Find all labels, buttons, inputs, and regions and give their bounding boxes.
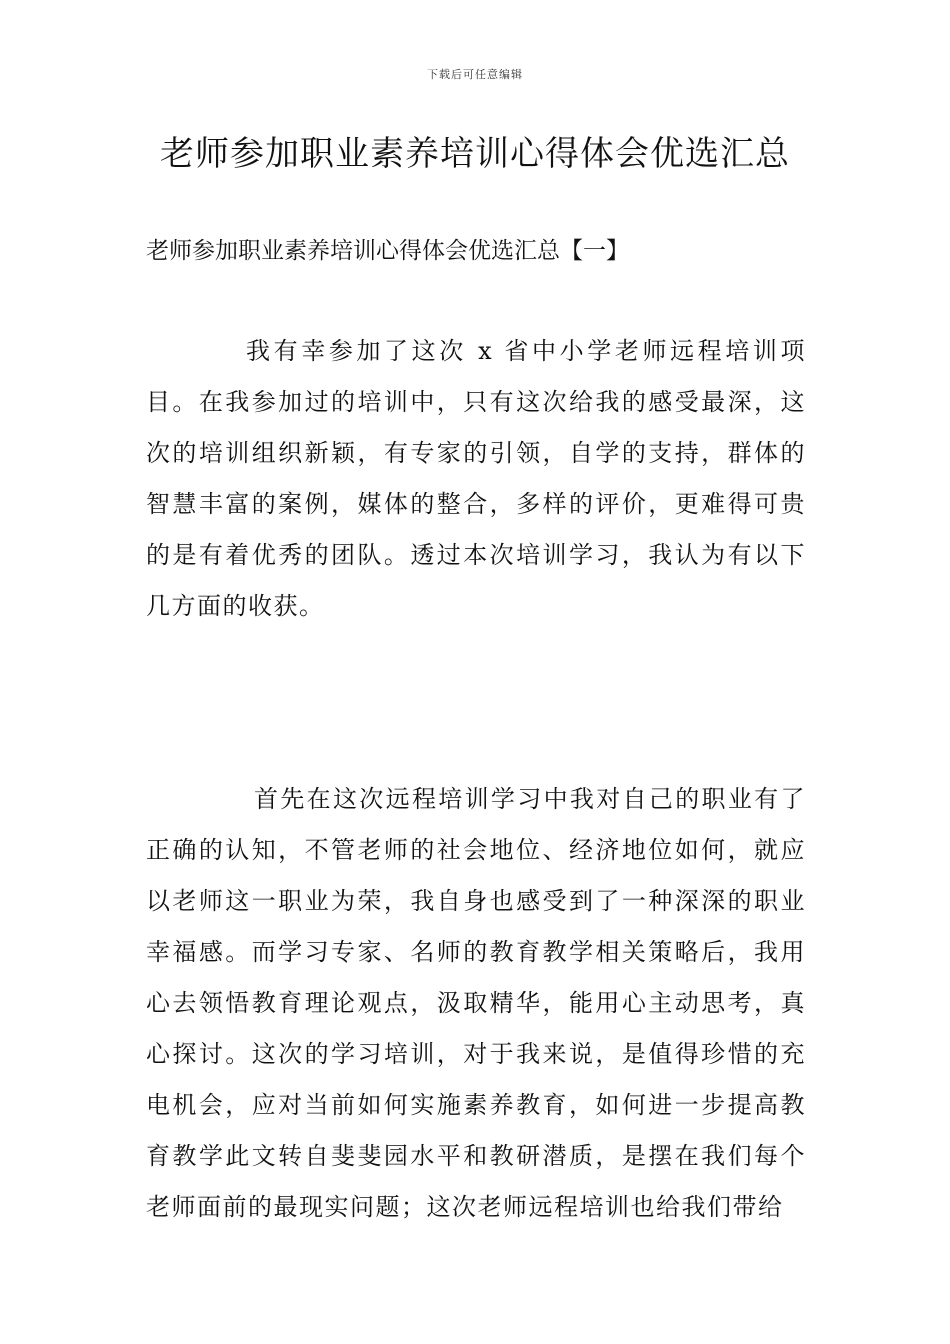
document-title: 老师参加职业素养培训心得体会优选汇总 (160, 134, 790, 174)
header-note: 下载后可任意编辑 (427, 68, 523, 81)
body-paragraph: 我有幸参加了这次 x 省中小学老师远程培训项目。在我参加过的培训中，只有这次给我的感受最深，这次的培训组织新颖，有专家的引领，自学的支持，群体的智慧丰富的案例，媒体的整合，多样的评价，更难得可贵的是有着优秀的团队。透过本次培训学习，我认为有以下几方面的收获。 (146, 337, 806, 620)
section-heading: 老师参加职业素养培训心得体会优选汇总【一】 (146, 238, 629, 264)
body-paragraph: 首先在这次远程培训学习中我对自己的职业有了正确的认知，不管老师的社会地位、经济地位如何，就应以老师这一职业为荣，我自身也感受到了一种深深的职业幸福感。而学习专家、名师的教育教学相关策略后，我用心去领悟教育理论观点，汲取精华，能用心主动思考，真心探讨。这次的学习培训，对于我来说，是值得珍惜的充电机会，应对当前如何实施素养教育，如何进一步提高教育教学此文转自斐斐园水平和教研潜质，是摆在我们每个老师面前的最现实问题；这次老师远程培训也给我们带给 (146, 785, 806, 1221)
